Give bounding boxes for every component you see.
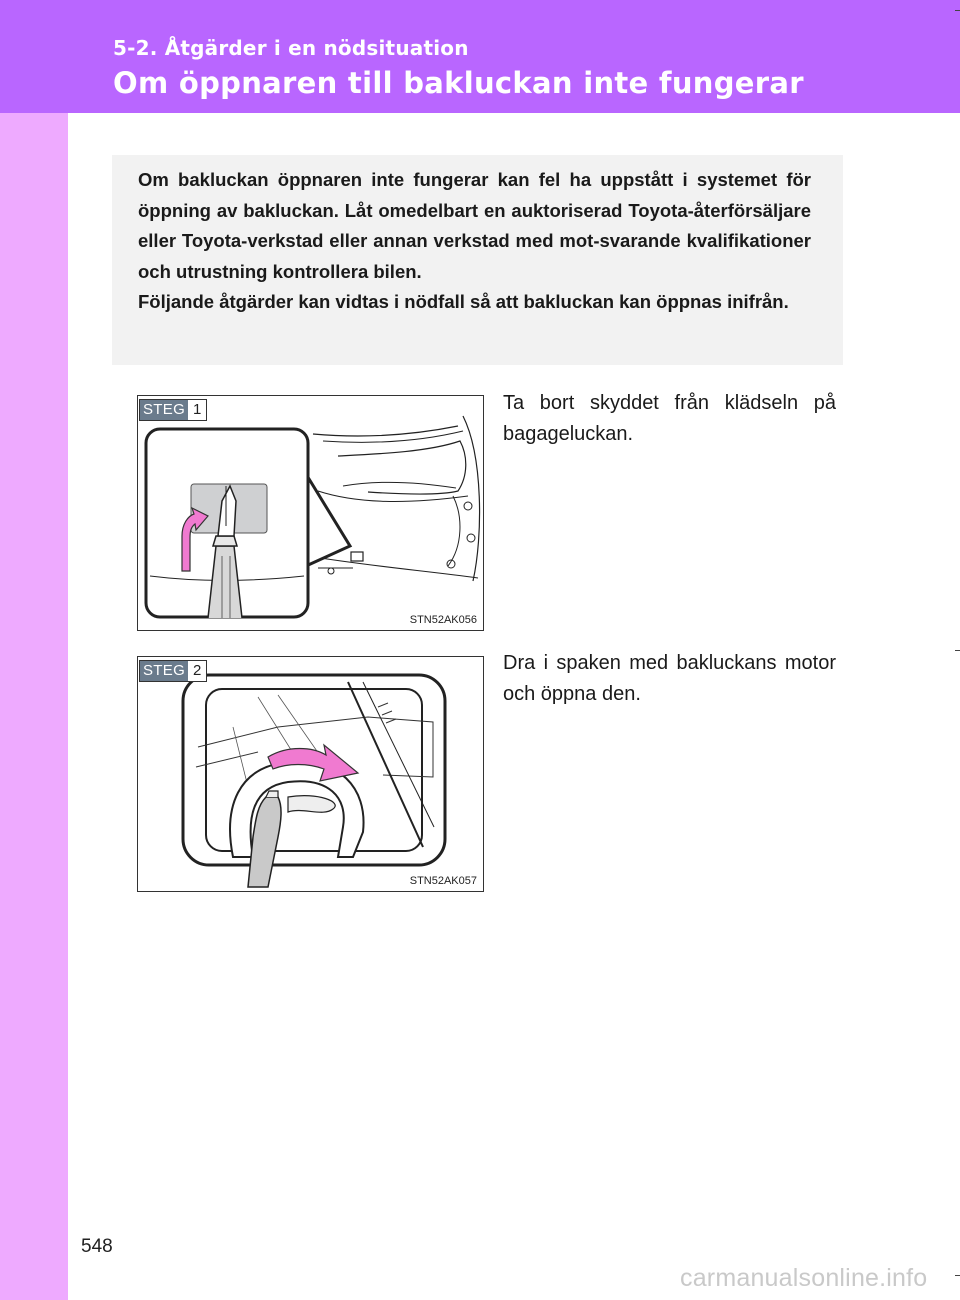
trunk-motor-drawing — [138, 657, 483, 891]
section-label: 5-2. Åtgärder i en nödsituation — [113, 36, 469, 60]
notice-paragraph: Följande åtgärder kan vidtas i nödfall så att bakluckan kan öppnas inifrån. — [138, 291, 789, 312]
crop-mark — [955, 10, 960, 11]
step2-illustration — [137, 656, 484, 892]
crop-mark — [955, 1275, 960, 1276]
watermark: carmanualsonline.info — [680, 1264, 928, 1292]
step2-instruction: Dra i spaken med bakluckans motor och öppna den. — [503, 652, 836, 705]
step-badge-label: STEG — [140, 661, 188, 681]
notice-box — [112, 155, 843, 365]
step-badge-number: 2 — [193, 662, 202, 679]
step-badge — [139, 660, 207, 682]
crop-mark — [955, 650, 960, 651]
step-badge-number: 1 — [193, 401, 202, 418]
step1-instruction: Ta bort skyddet från klädseln på bagageluckan. — [503, 392, 836, 445]
step-badge-label: STEG — [140, 400, 188, 420]
side-band — [0, 113, 68, 1300]
notice-paragraph: Om bakluckan öppnaren inte fungerar kan fel ha uppstått i systemet för öppning av bakluckan. Låt omedelbart en auktoriserad Toyota-återförsäljare eller Toyota-verkstad eller annan verkstad med mot-svarande kvalifikationer och utrustning kontrollera bilen. — [138, 169, 811, 282]
trunk-interior-drawing — [138, 396, 483, 630]
page-header — [0, 0, 960, 113]
image-code: STN52AK056 — [409, 614, 477, 626]
step-badge — [139, 399, 207, 421]
page-title: Om öppnaren till bakluckan inte fungerar — [113, 66, 804, 100]
image-code: STN52AK057 — [409, 875, 477, 887]
page-number: 548 — [81, 1236, 113, 1257]
step1-illustration — [137, 395, 484, 631]
